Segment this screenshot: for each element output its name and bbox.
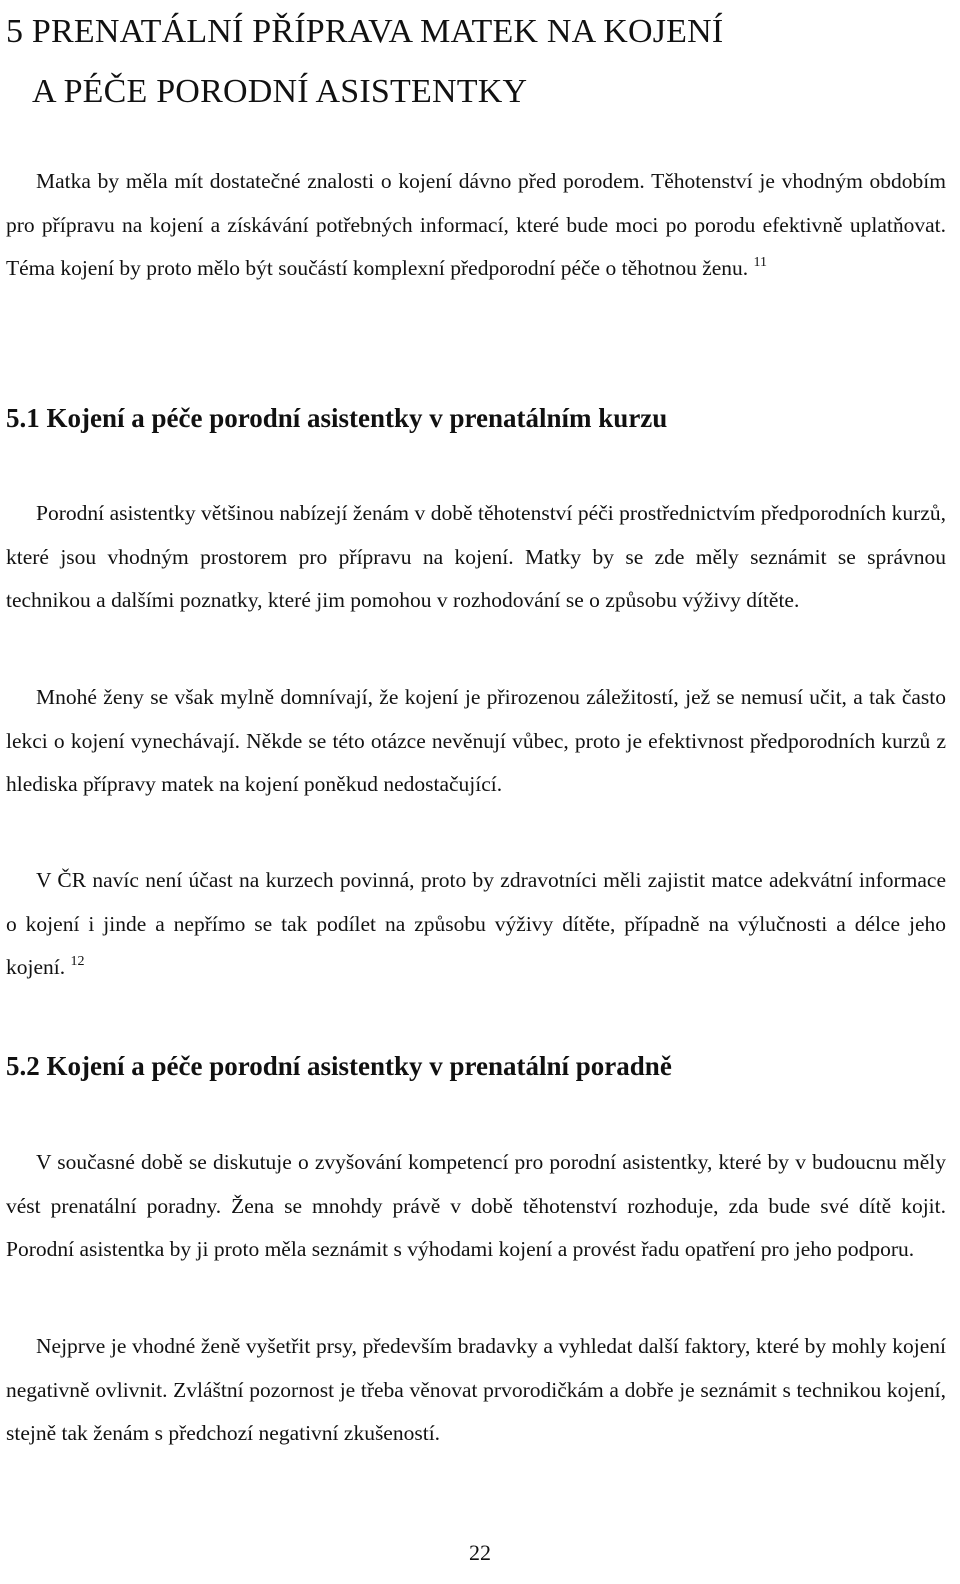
section-5-1-paragraph-2: Mnohé ženy se však mylně domnívají, že kojení je přirozenou záležitostí, jež se nemusí učit, a tak často lekci o kojení vynechávají. Někde se této otázce nevěnují vůbec, proto je efektivnost předporodních kurzů z hlediska přípravy matek na kojení poněkud nedostačující.: [6, 685, 946, 797]
footnote-ref-11: 11: [753, 255, 768, 271]
intro-paragraph: [6, 160, 946, 291]
section-5-1-paragraph-1: Porodní asistentky většinou nabízejí ženám v době těhotenství péči prostřednictvím předporodních kurzů, které jsou vhodným prostorem pro přípravu na kojení. Matky by se zde měly seznámit se správnou technikou a dalšími poznatky, které jim pomohou v rozhodování se o způsobu výživy dítěte.: [6, 501, 946, 613]
footnote-ref-12: 12: [70, 954, 85, 970]
chapter-title: [6, 2, 946, 122]
section-5-2-title: 5.2 Kojení a péče porodní asistentky v prenatální poradně: [6, 1051, 672, 1081]
section-5-1-title: 5.1 Kojení a péče porodní asistentky v prenatálním kurzu: [6, 403, 668, 433]
section-5-1-paragraph-3-text: V ČR navíc není účast na kurzech povinná, proto by zdravotníci měli zajistit matce adekvátní informace o kojení i jinde a nepřímo se tak podílet na způsobu výživy dítěte, případně na výlučnosti a délce jeho kojení.: [6, 868, 946, 980]
chapter-title-line-1: 5 PRENATÁLNÍ PŘÍPRAVA MATEK NA KOJENÍ: [6, 13, 724, 50]
section-5-1-paragraph-3: [6, 859, 946, 990]
section-5-2-paragraph-2: Nejprve je vhodné ženě vyšetřit prsy, především bradavky a vyhledat další faktory, které by mohly kojení negativně ovlivnit. Zvláštní pozornost je třeba věnovat prvorodičkám a dobře je seznámit s technikou kojení, stejně tak ženám s předchozí negativní zkušeností.: [6, 1334, 946, 1446]
section-5-2-paragraph-1: V současné době se diskutuje o zvyšování kompetencí pro porodní asistentky, které by v budoucnu měly vést prenatální poradny. Žena se mnohdy právě v době těhotenství rozhoduje, zda bude své dítě kojit. Porodní asistentka by ji proto měla seznámit s výhodami kojení a provést řadu opatření pro jeho podporu.: [6, 1150, 946, 1262]
page-number: 22: [469, 1540, 491, 1565]
chapter-title-line-2: A PÉČE PORODNÍ ASISTENTKY: [32, 73, 528, 110]
intro-text: Matka by měla mít dostatečné znalosti o kojení dávno před porodem. Těhotenství je vhodným obdobím pro přípravu na kojení a získávání potřebných informací, které bude moci po porodu efektivně uplatňovat. Téma kojení by proto mělo být součástí komplexní předporodní péče o těhotnou ženu.: [6, 169, 946, 281]
